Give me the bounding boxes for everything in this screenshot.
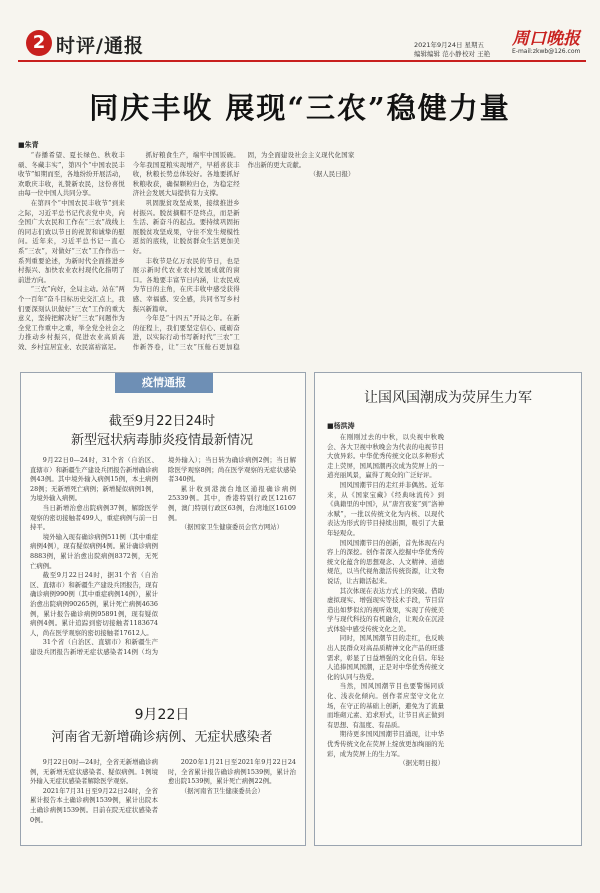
paragraph: 丰收节是亿万农民的节日，也是展示新时代农业农村发展成就的窗口。各地要丰富节日内涵，让农民成为节日的主角，在庆丰收中感受获得感、幸福感、安全感，共同书写乡村振兴新篇章。 [132, 256, 240, 313]
henan-title-line2: 河南省无新增确诊病例、无症状感染者 [51, 730, 273, 745]
article-source: （据光明日报） [399, 759, 444, 768]
paragraph: 截至9月22日24时，据31个省（自治区、直辖市）和新疆生产建设兵团报告，现有确诊病例990例（其中重症病例14例），累计治愈出院病例90265例，累计死亡病例4636例，累计报告确诊病例95891例，现有疑似病例4例。累计追踪到密切接触者1183674人，尚在医学观察的密切接触者17612人。 [30, 571, 158, 637]
epidemic-body [30, 456, 296, 664]
main-headline: 同庆丰收 展现“三农”稳健力量 [89, 91, 511, 125]
editor-line: 编辑编辑 范小静 [414, 50, 462, 58]
epidemic-title-line2: 新型冠状病毒肺炎疫情最新情况 [70, 433, 253, 448]
paragraph: 巩固脱贫攻坚成果，接续推进乡村振兴。脱贫摘帽不是终点，而是新生活、新奋斗的起点。要持续巩固拓展脱贫攻坚成果，守住不发生规模性返贫的底线，让脱贫群众生活更加美好。 [132, 198, 240, 255]
culture-article-box [314, 372, 582, 846]
paragraph: 抓好粮食生产，端牢中国饭碗。今年我国夏粮实现增产，早稻喜获丰收，秋粮长势总体较好。各地要抓好秋粮收获，确保颗粒归仓，为稳定经济社会发展大局提供有力支撑。 [132, 151, 240, 198]
paragraph: “春播希望、夏长绿色、秋收丰硕、冬藏丰实”，第四个“中国农民丰收节”如期而至，各地纷纷开展活动，欢歌庆丰收，礼赞新农民，这份喜悦由每一位中国人共同分享。 [18, 151, 125, 198]
culture-body [327, 433, 571, 835]
article-source: （据人民日报） [309, 170, 355, 179]
epidemic-tag: 疫情通报 [115, 373, 213, 393]
paragraph: 期待更多国风国潮节目涌现，让中华优秀传统文化在荧屏上绽放更加绚丽的光彩，成为荧屏上的生力军。 [327, 730, 444, 758]
henan-title-line1: 9月22日 [134, 707, 190, 723]
date-line: 2021年9月24日 星期五 [414, 41, 485, 49]
henan-body [30, 758, 296, 828]
contact-email: E-mail:zkwb@126.com [512, 48, 581, 55]
newspaper-logo: 周口晚报 [512, 29, 580, 49]
epidemic-title-line1: 截至9月22日24时 [108, 414, 216, 429]
paragraph: 今年是“十四五”开局之年。在新的征程上，我们要坚定信心、砥砺奋进，以实际行动书写新时代“三农”工作新答卷，让“三农”压舱石更加稳固，为全面建设社会主义现代化国家作出新的更大贡献。 [132, 151, 355, 351]
proof-line: 校对 王艳 [462, 50, 491, 58]
paragraph: 当日新增治愈出院病例37例，解除医学观察的密切接触者499人，重症病例与前一日持平。 [30, 503, 158, 532]
paragraph: 9月22日0—24时，31个省（自治区、直辖市）和新疆生产建设兵团报告新增确诊病例43例。其中境外输入病例15例，本土病例28例；无新增死亡病例；新增疑似病例1例，为境外输入病例。 [30, 456, 158, 503]
paragraph: 同时，国风国潮节目的走红，也反映出人民群众对高品质精神文化产品的旺盛需求，彰显了日益增强的文化自信。年轻人追捧国风国潮，正是对中华优秀传统文化的认同与热爱。 [327, 634, 444, 681]
paragraph: 9月22日0时—24时，全省无新增确诊病例，无新增无症状感染者、疑似病例。1例境外输入无症状感染者解除医学观察。 [30, 758, 158, 786]
paragraph: 累计收到港澳台地区通报确诊病例25339例。其中，香港特别行政区12167例，澳门特别行政区63例，台湾地区16109例。 [168, 484, 296, 522]
article-source: （据国家卫生健康委员会官方网站） [180, 523, 284, 532]
paragraph: 在第四个“中国农民丰收节”到来之际，习近平总书记代表党中央，向全国广大农民和工作在“三农”战线上的同志们致以节日的祝贺和诚挚的慰问。近年来，习近平总书记一直心系“三农”，对做好“三农”工作作出一系列重要论述，为新时代全面推进乡村振兴、加快农业农村现代化指明了前进方向。 [18, 198, 125, 284]
paragraph: 国风国潮节目的创新，首先体现在内容上的深挖。创作者深入挖掘中华优秀传统文化蕴含的思想观念、人文精神、道德规范，以当代视角激活传统资源，让文物说话，让古籍活起来。 [327, 538, 444, 585]
main-author: ■朱青 [18, 141, 39, 149]
main-article-body [18, 151, 584, 361]
paragraph: 其次体现在表达方式上的突破。借助虚拟现实、增强现实等技术手段，节目营造出如梦似幻的视听效果，实现了传统美学与现代科技的有机融合，让观众在沉浸式体验中感受传统文化之美。 [327, 586, 444, 633]
paragraph: 在刚刚过去的中秋，以央视中秋晚会、各大卫视中秋晚会为代表的电视节目大放异彩。中华优秀传统文化以多种形式走上荧屏，国风国潮再次成为荧屏上的一道亮丽风景，赢得了观众的广泛好评。 [327, 433, 444, 480]
paragraph: 2020年1月21日至2021年9月22日24时，全省累计报告确诊病例1539例，累计治愈出院1539例，累计死亡病例22例。 [168, 758, 296, 786]
article-source: （据河南省卫生健康委员会） [180, 786, 264, 795]
section-title: 时评/通报 [56, 35, 144, 57]
culture-author: ■杨洪涛 [327, 422, 355, 430]
header-rule [18, 60, 586, 62]
paragraph: 2021年7月31日至9月22日24时，全省累计报告本土确诊病例1539例，累计出院本土确诊病例1539例。目前在院无症状感染者0例。 [30, 786, 158, 824]
culture-title: 让国风国潮成为荧屏生力军 [364, 390, 532, 406]
paragraph: 国风国潮节目的走红并非偶然。近年来，从《国家宝藏》《经典咏流传》到《典籍里的中国》，从“唐宫夜宴”到“洛神水赋”，一批以传统文化为内核、以现代表达为形式的节目持续出圈，吸引了大量年轻观众。 [327, 480, 444, 537]
paragraph: 境外输入现有确诊病例511例（其中重症病例4例），现有疑似病例4例。累计确诊病例8883例，累计治愈出院病例8372例，无死亡病例。 [30, 532, 158, 570]
paragraph: 当然，国风国潮节目也要警惕同质化、浅表化倾向。创作者应坚守文化立场，在守正的基础上创新，避免为了流量而堆砌元素、追求形式，让节目真正做到有思想、有温度、有品质。 [327, 682, 444, 729]
page-number-badge: 2 [26, 30, 52, 56]
paragraph: “三农”向好，全局主动。站在“两个一百年”奋斗目标历史交汇点上，我们要深刻认识做好“三农”工作的重大意义，坚持把解决好“三农”问题作为全党工作重中之重，举全党全社会之力推动乡村振兴，促进农业高质高效、乡村宜居宜业、农民富裕富足。 [18, 285, 125, 351]
page-header [0, 0, 600, 62]
paragraph: 31个省（自治区、直辖市）和新疆生产建设兵团报告新增无症状感染者14例（均为境外输入）；当日转为确诊病例2例；当日解除医学观察8例；尚在医学观察的无症状感染者340例。 [30, 456, 296, 656]
